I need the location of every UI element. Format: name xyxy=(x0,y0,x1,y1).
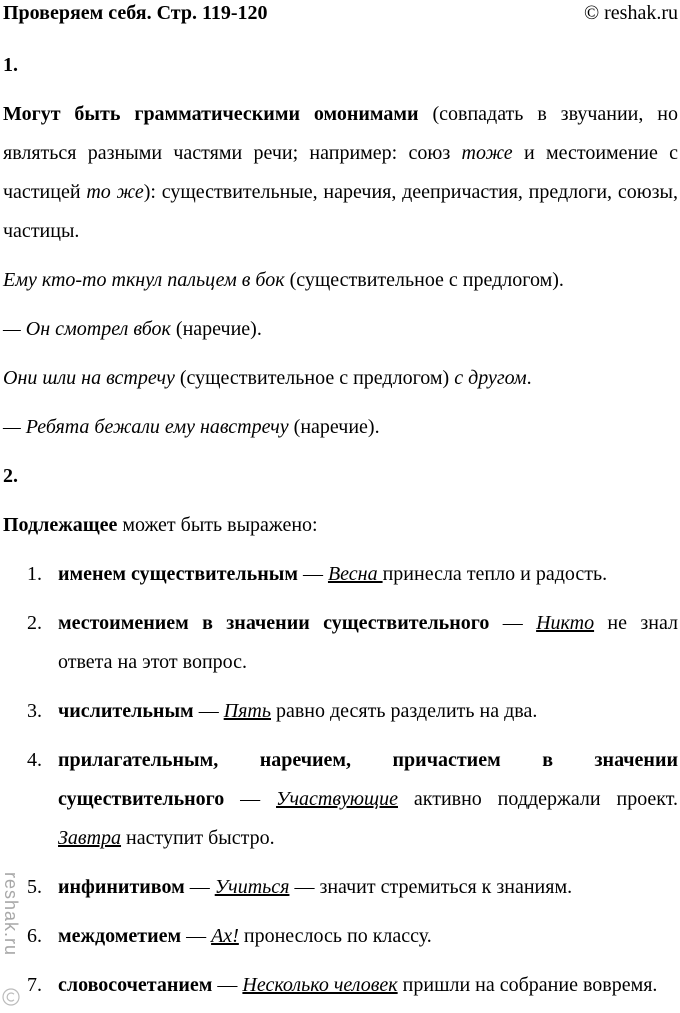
item-number: 7. xyxy=(27,974,42,996)
item-number: 4. xyxy=(27,749,42,771)
example-subject: Пять xyxy=(223,700,271,722)
text: и местоимение с частицей xyxy=(3,142,679,203)
example-subject: Ах! xyxy=(211,925,239,947)
list-item xyxy=(3,868,678,907)
item-number: 2. xyxy=(27,612,42,634)
item-term: прилагательным, наречием, причастием в значении существительного xyxy=(58,749,678,810)
text: может быть выражено: xyxy=(117,514,318,536)
item-term: местоимением в значении существительного xyxy=(58,612,490,634)
list-item xyxy=(3,555,678,594)
list-item xyxy=(3,917,678,956)
list-item xyxy=(3,692,678,731)
example-rest: пронеслось по классу. xyxy=(238,925,432,947)
dash: — xyxy=(224,788,277,810)
task-1-number: 1. xyxy=(3,54,18,76)
example-rest: равно десять разделить на два. xyxy=(270,700,538,722)
task-2-intro xyxy=(3,506,678,545)
list-item xyxy=(3,604,678,682)
example-2 xyxy=(3,310,678,349)
item-number: 3. xyxy=(27,700,42,722)
example-3 xyxy=(3,359,678,398)
content xyxy=(3,46,678,1013)
example-rest: наступит быстро. xyxy=(121,827,275,849)
item-term: именем существительным xyxy=(58,563,298,585)
task-2-number: 2. xyxy=(3,465,18,487)
example-subject: Участвующие xyxy=(276,788,398,810)
item-term: междометием xyxy=(58,925,182,947)
example-subject: Весна xyxy=(327,563,383,585)
example-text: с другом xyxy=(454,367,527,389)
example-subject: Завтра xyxy=(58,827,122,849)
text: (совпадать в звучании, но являться разными частями речи; например: союз xyxy=(3,103,678,164)
list-item xyxy=(3,741,678,858)
dash: — xyxy=(181,925,212,947)
item-term: числительным xyxy=(58,700,194,722)
example-note: (наречие). xyxy=(170,318,262,340)
example-rest: — значит стремиться к знаниям. xyxy=(289,876,573,898)
example-note: (существительное с предлогом). xyxy=(284,269,564,291)
example-subject: Учиться xyxy=(214,876,290,898)
dash: — xyxy=(489,612,537,634)
watermark: reshak.ru xyxy=(1,872,21,957)
example-subject: Несколько человек xyxy=(242,974,398,996)
list-item xyxy=(3,966,678,1005)
example-text: Ему кто-то ткнул пальцем в бок xyxy=(3,269,285,291)
item-number: 5. xyxy=(27,876,42,898)
example-note: (существительное с предлогом) xyxy=(174,367,455,389)
example-subject: Никто xyxy=(536,612,595,634)
text: . xyxy=(526,367,532,389)
example-rest: пришли на собрание вовремя. xyxy=(397,974,658,996)
italic-word: то же xyxy=(86,181,144,203)
text: ): существительные, наречия, деепричастия, предлоги, союзы, частицы. xyxy=(3,181,678,242)
example-rest: активно поддержали проект. xyxy=(397,788,678,810)
dash: — xyxy=(212,974,243,996)
example-1 xyxy=(3,261,678,300)
example-text: Они шли на встречу xyxy=(3,367,175,389)
example-rest: принесла тепло и радость. xyxy=(382,563,608,585)
example-rest: не знал ответа на этот вопрос. xyxy=(58,612,679,673)
example-note: (наречие). xyxy=(288,416,380,438)
task-1-paragraph xyxy=(3,95,678,251)
example-text: — Он смотрел вбок xyxy=(3,318,171,340)
item-number: 6. xyxy=(27,925,42,947)
bold-term: Могут быть грамматическими омонимами xyxy=(3,103,419,125)
subject-types-list xyxy=(3,555,678,1005)
item-term: инфинитивом xyxy=(58,876,185,898)
example-4 xyxy=(3,408,678,447)
copyright-watermark-icon xyxy=(2,988,20,1006)
item-number: 1. xyxy=(27,563,42,585)
site-credit: © reshak.ru xyxy=(583,2,678,24)
page-title: Проверяем себя. Стр. 119-120 xyxy=(3,2,268,24)
bold-term: Подлежащее xyxy=(3,514,118,536)
item-term: словосочетанием xyxy=(58,974,213,996)
example-text: — Ребята бежали ему навстречу xyxy=(3,416,289,438)
dash: — xyxy=(184,876,215,898)
dash: — xyxy=(297,563,328,585)
header xyxy=(3,0,678,26)
dash: — xyxy=(193,700,224,722)
italic-word: тоже xyxy=(461,142,513,164)
